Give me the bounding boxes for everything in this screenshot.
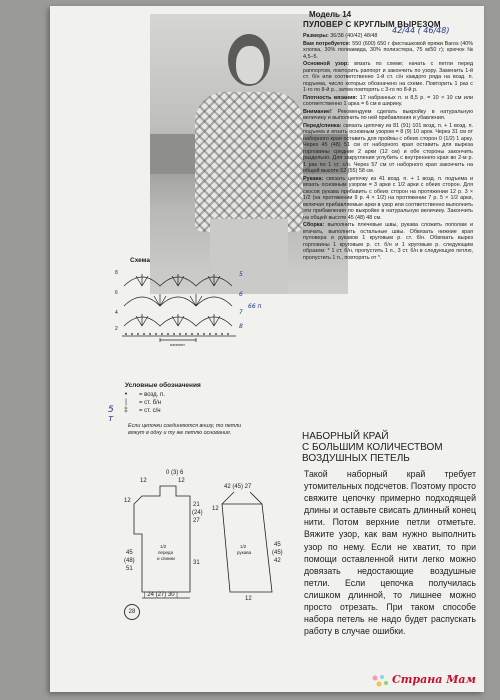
spec-paragraph [303, 109, 473, 122]
legend-item [118, 407, 165, 415]
legend-item [118, 391, 165, 399]
scheme-chain-dot [167, 333, 169, 335]
single-crochet-symbol: | [125, 399, 127, 406]
garment-pattern [112, 464, 292, 604]
scheme-chain-dot [125, 333, 127, 335]
spec-text-front-back: связать цепочку из 81 (91) 101 возд. п. + 1 возд. п. подъема и вязать основным узором = 8 (9) 10 арок. Через 31 см от наборного края оставить для проймы с обеих сторон 0 (1/2) 1 арку. Через 45 (48) 51 см от наборного края оставить для выреза горловины средние 2 арки (12 см) и обе стороны закончить раздельно. Для закругления углубить с внутреннего края во 2-м р. 1 раз по 1 ст. с/н. Через 57 см от наборного края закончить на общей высоте 52 (55) 58 см. [303, 122, 473, 174]
page-number: 28 [124, 604, 140, 620]
sleeve-cap-width: 12 [212, 506, 219, 512]
scheme-handwritten-note: 66 п [248, 303, 262, 310]
scheme-fan [136, 274, 148, 286]
scheme-chain-dot [191, 333, 193, 335]
scheme-handwritten-row: 5 [239, 271, 243, 278]
scheme-row-number: 8 [115, 270, 118, 276]
spec-label-attention: Внимание! [303, 108, 332, 115]
sleeve-bottom-width: 12 [245, 596, 252, 602]
scheme-chain-dot [185, 333, 187, 335]
scheme-fan [172, 274, 184, 286]
scheme-row-number: 4 [115, 310, 118, 316]
legend-title: Условные обозначения [125, 382, 201, 389]
sleeve-length: (45) [272, 550, 283, 556]
spec-label-assembly: Сборка: [303, 222, 325, 228]
scheme-chain-dot [221, 333, 223, 335]
sleeve-length: 42 [274, 558, 281, 564]
section-headline [302, 431, 477, 464]
spec-label-sleeves: Рукава: [303, 175, 324, 182]
legend [118, 391, 165, 415]
front-total-height: 45 [126, 550, 133, 556]
front-side-upper: 12 [124, 498, 131, 504]
front-top-width: 12 [178, 478, 185, 484]
sleeve-cap-line [250, 492, 262, 504]
scheme-chain-dot [131, 333, 133, 335]
headline-line: ВОЗДУШНЫХ ПЕТЕЛЬ [302, 453, 410, 464]
front-side-height: 31 [193, 560, 200, 566]
legend-handwritten-mark: т [108, 414, 114, 424]
sleeve-outline [222, 504, 272, 592]
scheme-fan [136, 314, 148, 326]
double-crochet-symbol: ‡ [124, 407, 128, 414]
photo-face [236, 46, 264, 84]
scheme-fan [208, 274, 220, 286]
scheme-fan [172, 314, 184, 326]
magazine-page [50, 6, 484, 692]
model-title: Модель 14 [309, 10, 352, 19]
spec-label-gauge: Плотность вязания: [303, 94, 358, 101]
spec-text-main-pattern: вязать по схеме; начать с петли перед раппортом, повторить раппорт и закончить по узору. Заменить 1-й ст. б/н или соответственно 1-й ст. с/н каждого ряда на возд. п. подъема, число которых обозначено на схеме. Повторить 1 раз с 1-го по 8-й р., затем повторять с 3-го по 8-й р. [303, 61, 473, 93]
spec-text-assembly: выполнить плечевые швы, рукава сложить пополам и втачать, выполнить остальные швы. Обвязать нижние края пуловера и рукавов 1 круговым р. ст. б/н. Обвязать вырез горловины 1 круговым р. ст. б/н и 1 круговым р. следующим образом: * 1 ст. б/н, пропустить 1 п., 3 ст. б/н в следующую петлю, пропустить 1 п., повторять от *. [303, 222, 473, 261]
headline-line: НАБОРНЫЙ КРАЙ [302, 431, 389, 442]
front-total-height: 51 [126, 566, 133, 572]
scheme-fan [208, 314, 220, 326]
sleeve-piece-label: 1/2 [240, 544, 247, 549]
crochet-scheme [112, 264, 272, 346]
legend-item-text: = возд. п. [139, 392, 165, 398]
spec-paragraph [303, 41, 473, 61]
chain-stitch-symbol: • [124, 391, 128, 398]
watermark-logo-icon [371, 674, 389, 688]
spec-paragraph [303, 222, 473, 261]
legend-handwritten-mark: 5 [108, 405, 114, 415]
front-total-height: (48) [124, 558, 135, 564]
spec-text-sizes: 36/38 (40/42) 48/48 [328, 33, 378, 39]
garment-title: ПУЛОВЕР С КРУГЛЫМ ВЫРЕЗОМ [303, 20, 441, 29]
scheme-label: Схема [130, 257, 151, 264]
front-armhole-height: 27 [193, 518, 200, 524]
scheme-fan [190, 294, 202, 306]
scheme-chain-dot [149, 333, 151, 335]
front-back-outline [134, 486, 190, 592]
photo-pullover [195, 92, 303, 232]
scheme-chain-dot [179, 333, 181, 335]
sleeve-cap-line [222, 492, 234, 504]
scheme-chain-dot [197, 333, 199, 335]
scheme-chain-dot [155, 333, 157, 335]
front-armhole-height: 21 [193, 502, 200, 508]
spec-paragraph [303, 176, 473, 222]
spec-label-front-back: Перед/спинка: [303, 122, 342, 129]
front-neck-depth: 0 (3) 6 [166, 470, 184, 476]
spec-label-sizes: Размеры: [303, 33, 329, 39]
legend-item [118, 399, 165, 407]
scheme-chain-dot [203, 333, 205, 335]
spec-label-main-pattern: Основной узор: [303, 61, 349, 67]
scheme-chain-dot [161, 333, 163, 335]
front-piece-label: 1/2 [160, 544, 167, 549]
scheme-handwritten-row: 8 [239, 323, 243, 330]
front-top-width: 12 [140, 478, 147, 484]
scheme-fan [154, 294, 166, 306]
legend-item-text: = ст. с/н [139, 408, 161, 414]
front-piece-label: и спинки [157, 556, 175, 561]
scheme-arch [124, 297, 232, 306]
headline-line: С БОЛЬШИМ КОЛИЧЕСТВОМ [302, 442, 443, 453]
section-body-text: Такой наборный край требует утомительных подсчетов. Поэтому просто свяжите цепочку примерно подходящей длины и оставьте свисать длинный конец нити. Потом верхние петли отметьте. Вяжите узор, как вам нужно выполнить узор по нему. Если не хватит, то при помощи оставленной нити легко можно довязать недостающие воздушные петли. Если цепочка получилась слишком длинной, то лишнее можно просто отрезать. При таком способе набора петель не надо будет распускать работу в случае ошибки. [304, 469, 477, 637]
front-armhole-height: (24) [192, 510, 203, 516]
scheme-handwritten-row: 7 [239, 309, 243, 316]
spec-text-materials: 550 (600) 650 г фисташковой пряжи Baros (40% хлопка, 30% полиамида, 30% полиэстера, 75 м/50 г); крючок № 4,5–5. [303, 40, 473, 60]
spec-paragraph [303, 123, 473, 175]
spec-paragraph [303, 95, 473, 108]
scheme-chain-dot [137, 333, 139, 335]
spec-label-materials: Вам потребуется: [303, 40, 351, 47]
spec-text-gauge: 17 набранных п. и 8,5 р. = 10 × 10 см или соответственно 1 арка = 6 см в ширину. [303, 94, 473, 107]
sleeve-piece-label: рукава [237, 550, 252, 555]
spec-paragraph [303, 61, 473, 94]
front-bottom-width: | 24 (27) 30 | [144, 592, 178, 598]
scheme-rapport-label: раппорт [170, 342, 185, 346]
scheme-chain-dot [209, 333, 211, 335]
front-piece-label: переда [158, 550, 173, 555]
scheme-chain-dot [173, 333, 175, 335]
handwritten-size-note: 42/44 ( 46/48) [392, 26, 450, 35]
legend-item-text: = ст. б/н [139, 400, 162, 406]
scheme-row-number: 2 [115, 326, 118, 332]
scheme-row-number: 6 [115, 290, 118, 296]
scheme-chain-dot [143, 333, 145, 335]
watermark-text: Страна Мам [392, 673, 476, 686]
specification-text [303, 33, 473, 291]
spec-text-sleeves: связать цепочку из 41 возд. п. + 1 возд. п. подъема и вязать основным узором = 3 арки с 1/2 арки с обеих сторон. Для скосов рукава прибавить с обеих сторон на протяжении 12 р. 3 × 1/2 (на протяжении 9 р. 4 × 1/2) на протяжении 7 р. 5 × 1/2 арки, включая прибавляемые арки в узор или соответственно выполнить эти прибавления по выкройке в натуральную величину. Закончить на общей высоте 45 (48) 48 см. [303, 175, 473, 221]
sleeve-length: 45 [274, 542, 281, 548]
chain-join-note: Если цепочки соединяются внизу, то петли вяжут в одну и ту же петлю основания. [128, 423, 242, 436]
spec-paragraph [303, 33, 473, 40]
scheme-handwritten-row: 6 [239, 291, 243, 298]
spec-text-attention: Рекомендуем сделать выкройку в натуральную величину и выполнить по ней прибавления и убавления. [303, 108, 473, 121]
scheme-chain-dot [215, 333, 217, 335]
scheme-chain-dot [227, 333, 229, 335]
sleeve-top-width: 42 (45) 27 [224, 484, 252, 490]
